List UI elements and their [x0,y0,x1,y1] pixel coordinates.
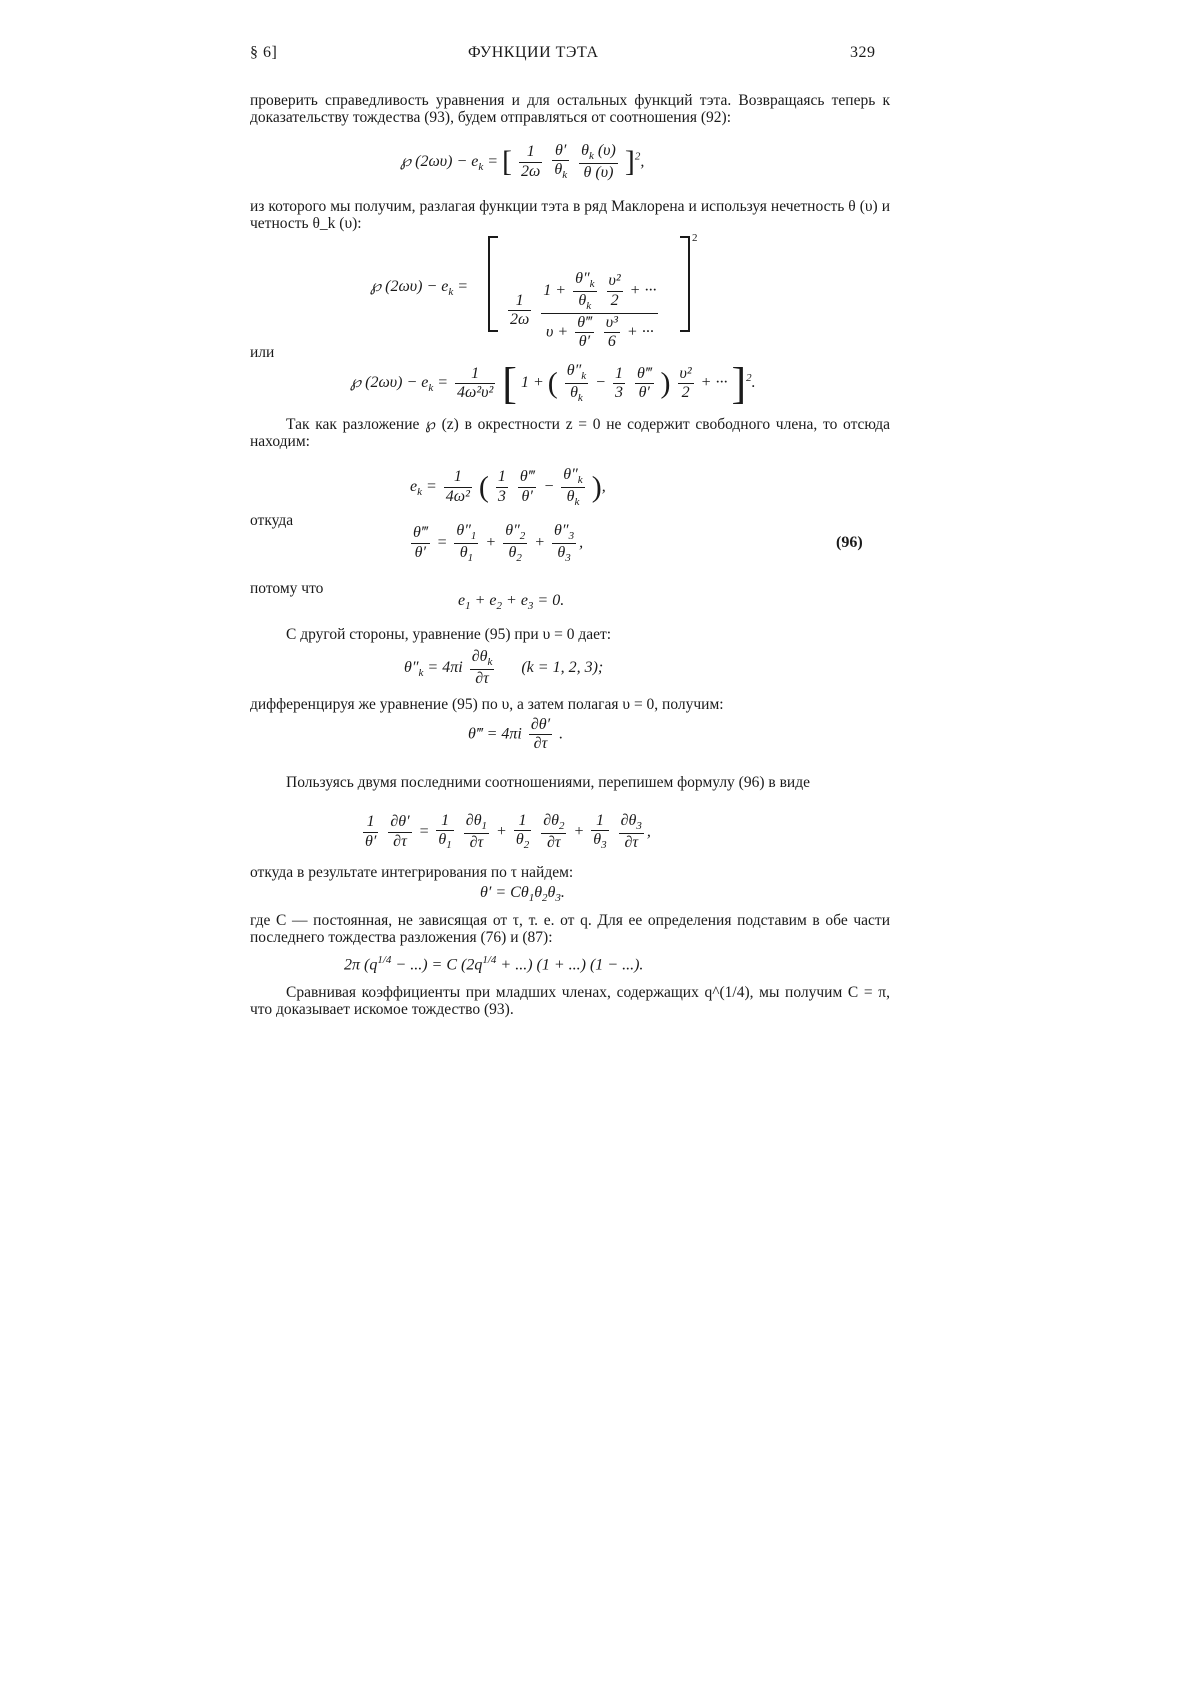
paragraph-rewrite: Пользуясь двумя последними соотношениями, перепишем формулу (96) в виде [286,774,810,791]
paragraph-constant: где C — постоянная, не зависящая от τ, т. е. от q. Для ее определения подставим в обе части последнего тождества разложения (76) и (87): [250,912,890,946]
paragraph-free-term: Так как разложение ℘ (z) в окрестности z = 0 не содержит свободного члена, то отсюда находим: [250,416,890,450]
equation-expansion: ℘ $(2\omega\upsilon) - e_k$ = $\frac{1}{2\omega}$ 1 + $\frac{\theta''_k}{\theta_k}$ $\frac{\text{υ²}}{2}$ + ··· υ + $\frac{\theta‴}{\theta'}$ $\frac{\text{υ³}}{6}$ + ··· 2 [370,232,698,351]
label-or: или [250,344,275,361]
paragraph-differentiate: дифференцируя же уравнение (95) по υ, а затем полагая υ = 0, получим: [250,696,724,713]
equation-heat-prime: θ‴ = 4πi $\frac{\partial\theta'}{\partial\tau}$ . [468,716,564,753]
equation-number-96: (96) [836,534,863,551]
paragraph-intro: проверить справедливость уравнения и для остальных функций тэта. Возвращаясь теперь к доказательству тождества (93), будем отправляться от соотношения (92): [250,92,890,126]
equation-heat-k: $\theta''_k = 4\pi i$ $\frac{\partial\theta_k}{\partial\tau}$ (k = 1, 2, 3); [404,648,604,687]
equation-96: $\frac{\theta‴}{\theta'}$ = $\frac{\theta''_1}{\theta_1}$ + $\frac{\theta''_2}{\theta_2}$ + $\frac{\theta''_3}{\theta_3}$ , [413,522,584,565]
equation-ek: $e_k$ = $\frac{1}{\text{4ω²}}$ ( $\frac{1}{3}$ $\frac{\theta‴}{\theta'}$ − $\frac{\theta''_k}{\theta_k}$ ), [410,466,606,509]
equation-sum-e: $e_1 + e_2 + e_3 = 0$. [458,592,565,613]
page-number: 329 [850,44,876,61]
equation-expansion-alt: ℘ $(2\omega\upsilon) - e_k$ = $\frac{1}{\text{4ω²υ²}}$ [ 1 + ( $\frac{\theta''_k}{\theta_k}$ − $\frac{1}{3}$ $\frac{\theta‴}{\theta'}$ ) $\frac{\text{υ²}}{2}$ + ··· ]$^2$. [350,359,756,408]
paragraph-other-side: С другой стороны, уравнение (95) при υ = 0 дает: [286,626,612,643]
equation-series-compare: 2π ($q^{1/4}$ − ...) = C ($2q^{1/4}$ + ...) (1 + ...) (1 − ...). [344,954,644,974]
equation-log-derivative: $\frac{1}{\theta'}$ $\frac{\partial\theta'}{\partial\tau}$ = $\frac{1}{\theta_1}$ $\frac{\partial\theta_1}{\partial\tau}$ + $\frac{1}{\theta_2}$ $\frac{\partial\theta_2}{\partial\tau}$ + $\frac{1}{\theta_3}$ $\frac{\partial\theta_3}{\partial\tau}$ , [365,812,651,852]
running-title: ФУНКЦИИ ТЭТА [468,44,599,61]
label-whence: откуда [250,512,294,529]
paragraph-maclaurin: из которого мы получим, разлагая функции тэта в ряд Маклорена и используя нечетность θ (υ) и четность θ_k (υ): [250,198,890,232]
paragraph-integrate: откуда в результате интегрирования по τ найдем: [250,864,574,881]
equation-product: $\theta' = C\theta_1\theta_2\theta_3$. [480,884,565,905]
paragraph-conclusion: Сравнивая коэффициенты при младших членах, содержащих q^(1/4), мы получим C = π, что доказывает искомое тождество (93). [250,984,890,1018]
label-because: потому что [250,580,324,597]
section-marker: § 6] [250,44,278,61]
equation-92-form: ℘ $(2\omega\upsilon) - e_k$ = [ $\frac{1}{2\omega}$ $\frac{\theta'}{\theta_k}$ $\frac{\theta_k (\upsilon)}{\theta (\upsilon)}$ ]$^2$, [400,142,645,182]
